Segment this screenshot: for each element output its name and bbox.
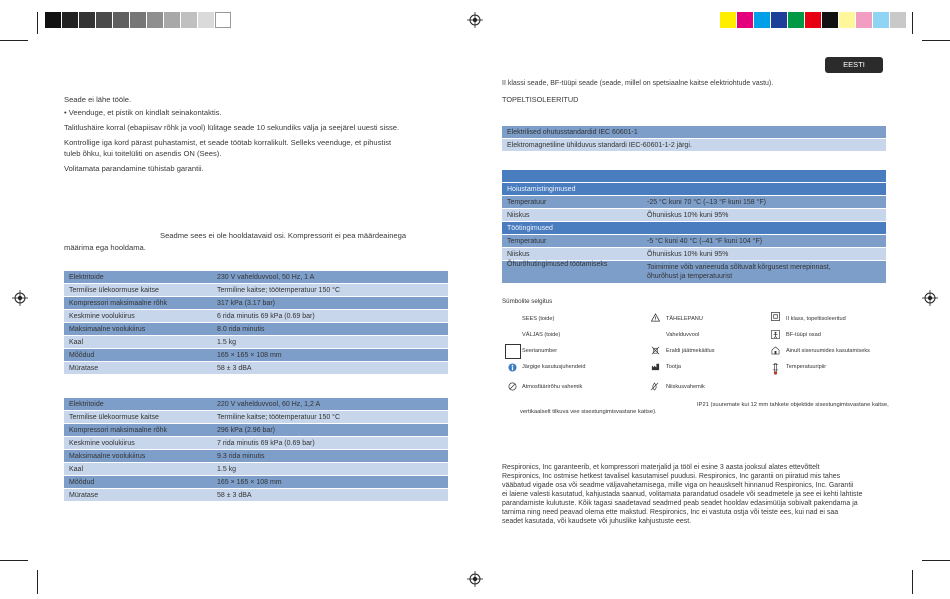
spec-label: Termilise ülekoormuse kaitse bbox=[64, 411, 212, 424]
table-row bbox=[502, 196, 886, 209]
warranty-line: tarnima ning need peavad olema ette makstud. Respironics, Inc ei vastuta ostja või teiste ees, kui nad ei saa bbox=[502, 509, 839, 516]
spec-label: Mõõdud bbox=[64, 476, 212, 489]
symbol-attention-label: TÄHELEPANU bbox=[666, 316, 703, 322]
spec-label: Kaal bbox=[64, 336, 212, 349]
symbol-pressure-label: Atmosfäärirõhu vahemik bbox=[522, 384, 583, 390]
indoor-use-icon bbox=[771, 346, 780, 355]
troubleshooting-line: Volitamata parandamine tühistab garantii. bbox=[64, 164, 204, 173]
troubleshooting-line: Talitlushäire korral (ebapiisav rõhk ja vool) lülitage seade 10 sekundiks välja ja seejärel uuesti sisse. bbox=[64, 123, 400, 132]
warranty-line: ei laiene valesti kasutatud, kahjustada saanud, volitamata parandatud osadele või seadmetele ja see ei kehti lahtiste bbox=[502, 491, 863, 498]
condition-label: Temperatuur bbox=[502, 235, 642, 248]
spec-value: 1.5 kg bbox=[212, 336, 448, 349]
troubleshooting-line: Kontrollige iga kord pärast puhastamist, et seade töötab korralikult. Selleks veenduge, et pihustist bbox=[64, 138, 392, 147]
registration-mark-icon bbox=[922, 290, 938, 306]
maintenance-line: Seadme sees ei ole hooldatavaid osi. Kompressorit ei pea määrdeainega bbox=[160, 231, 407, 240]
spec-label: Maksimaalne voolukiirus bbox=[64, 323, 212, 336]
symbol-ac-label: Vahelduvvool bbox=[666, 332, 700, 338]
condition-label: Niiskus bbox=[502, 248, 642, 261]
thermometer-icon bbox=[771, 362, 780, 376]
spec-value: 296 kPa (2.96 bar) bbox=[212, 424, 448, 437]
condition-value: -5 °C kuni 40 °C (–41 °F kuni 104 °F) bbox=[642, 235, 886, 248]
spec-table-50hz bbox=[64, 271, 448, 375]
table-row bbox=[502, 235, 886, 248]
condition-value: Õhuniiskus 10% kuni 95% bbox=[642, 209, 886, 222]
spec-label: Müratase bbox=[64, 489, 212, 502]
spec-value: 8.0 rida minutis bbox=[212, 323, 448, 336]
warning-triangle-icon bbox=[651, 313, 660, 322]
table-row bbox=[502, 248, 886, 261]
symbol-temperature-label: Temperatuuripiir bbox=[786, 364, 827, 370]
class-note: II klassi seade, BF-tüüpi seade (seade, millel on spetsiaalne kaitse elektriohtude vastu). bbox=[502, 80, 774, 87]
spec-value: 9.3 rida minutis bbox=[212, 450, 448, 463]
condition-value: -25 °C kuni 70 °C (–13 °F kuni 158 °F) bbox=[642, 196, 886, 209]
table-row bbox=[64, 349, 448, 362]
warranty-line: seadet kasutada, või kaudsete või juhuslike kahjustuste eest. bbox=[502, 518, 692, 525]
table-row bbox=[64, 271, 448, 284]
spec-value: Termiline kaitse; töötemperatuur 150 °C bbox=[212, 411, 448, 424]
warranty-line: Respironics, Inc garanteerib, et kompressori materjalid ja tööl ei esine 3 aasta jooksul alates ettevõttelt bbox=[502, 464, 820, 471]
table-row bbox=[502, 126, 886, 139]
table-row bbox=[64, 310, 448, 323]
table-row bbox=[64, 463, 448, 476]
spec-value: 58 ± 3 dBA bbox=[212, 362, 448, 375]
symbol-indoor-label: Ainult siseruumides kasutamiseks bbox=[786, 348, 870, 354]
table-row bbox=[64, 284, 448, 297]
table-row bbox=[64, 362, 448, 375]
spec-value: 58 ± 3 dBA bbox=[212, 489, 448, 502]
conditions-table bbox=[502, 170, 886, 284]
table-row bbox=[64, 476, 448, 489]
spec-value: 220 V vahelduvvool, 60 Hz, 1,2 A bbox=[212, 398, 448, 411]
registration-mark-icon bbox=[12, 290, 28, 306]
condition-label: Temperatuur bbox=[502, 196, 642, 209]
table-row bbox=[64, 450, 448, 463]
symbol-class2-label: II klass, topeltisoleeritud bbox=[786, 316, 846, 322]
standard-item: Elektrilised ohutusstandardid IEC 60601-1 bbox=[502, 126, 886, 139]
ip-note-line: vertikaalselt tilkuva vee sisestungimisvastane kaitse). bbox=[520, 409, 657, 415]
condition-value: õhurõhust ja temperatuurist bbox=[647, 273, 733, 280]
table-row bbox=[64, 411, 448, 424]
spec-value: 1.5 kg bbox=[212, 463, 448, 476]
table-row bbox=[502, 261, 886, 284]
table-row bbox=[64, 437, 448, 450]
table-row bbox=[502, 209, 886, 222]
language-badge: EESTI bbox=[825, 57, 883, 73]
spec-label: Keskmine voolukiirus bbox=[64, 310, 212, 323]
troubleshooting-line: • Veenduge, et pistik on kindlalt seinakontaktis. bbox=[64, 108, 222, 117]
spec-value: 6 rida minutis 69 kPa (0.69 bar) bbox=[212, 310, 448, 323]
symbol-bf-label: BF-tüüpi osad bbox=[786, 332, 821, 338]
condition-value: Toimimine võib varieeruda sõltuvalt kõrgusest merepinnast, bbox=[647, 264, 831, 271]
registration-mark-icon bbox=[467, 12, 483, 28]
spec-label: Maksimaalne voolukiirus bbox=[64, 450, 212, 463]
table-row bbox=[64, 398, 448, 411]
pressure-range-icon bbox=[508, 382, 517, 391]
spec-value: Termiline kaitse; töötemperatuur 150 °C bbox=[212, 284, 448, 297]
table-row bbox=[64, 424, 448, 437]
spec-value: 165 × 165 × 108 mm bbox=[212, 349, 448, 362]
warranty-line: vääbatud vigade osa või seadme väljavahetamisega, mille viga on heauskselt hinnanud Respironics, Inc. Garantii bbox=[502, 482, 854, 489]
symbol-off-label: VÄLJAS (toide) bbox=[522, 332, 561, 338]
condition-label: Õhurõhutingimused töötamiseks bbox=[502, 261, 642, 284]
spec-value: 317 kPa (3.17 bar) bbox=[212, 297, 448, 310]
spec-value: 165 × 165 × 108 mm bbox=[212, 476, 448, 489]
ip-note-line: IP21 (suuremate kui 12 mm tahkete objektide sisestungimisvastane kaitse, bbox=[697, 402, 889, 408]
spec-label: Kompressori maksimaalne rõhk bbox=[64, 297, 212, 310]
spec-label: Termilise ülekoormuse kaitse bbox=[64, 284, 212, 297]
standards-table bbox=[502, 126, 886, 152]
symbol-serial-label: Seerianumber bbox=[522, 348, 558, 354]
table-header-bar bbox=[502, 170, 886, 183]
spec-value: 7 rida minutis 69 kPa (0.69 bar) bbox=[212, 437, 448, 450]
table-row bbox=[64, 336, 448, 349]
double-square-icon bbox=[771, 312, 780, 321]
table-row bbox=[502, 139, 886, 152]
condition-label: Niiskus bbox=[502, 209, 642, 222]
double-insulated-label: TOPELTISOLEERITUD bbox=[502, 95, 579, 104]
warranty-line: parandamiste kulutuste. Kõik tagasi saadetavad seadmed peab seadet hooldav edasimüüja sobivalt pakendama ja bbox=[502, 500, 858, 507]
condition-value: Õhuniiskus 10% kuni 95% bbox=[642, 248, 886, 261]
symbol-weee-label: Eraldi jäätmekäitlus bbox=[666, 348, 715, 354]
symbol-humidity-label: Niiskusvahemik bbox=[666, 384, 705, 390]
bf-part-icon bbox=[771, 330, 780, 339]
humidity-range-icon bbox=[650, 382, 659, 391]
table-row bbox=[64, 323, 448, 336]
maintenance-line: määrima ega hooldama. bbox=[64, 243, 146, 252]
troubleshooting-line: Seade ei lähe tööle. bbox=[64, 95, 132, 104]
symbol-instructions-label: Järgige kasutusjuhendeid bbox=[522, 364, 586, 370]
spec-label: Kompressori maksimaalne rõhk bbox=[64, 424, 212, 437]
spec-label: Elektritoide bbox=[64, 398, 212, 411]
spec-label: Mõõdud bbox=[64, 349, 212, 362]
spec-label: Müratase bbox=[64, 362, 212, 375]
spec-label: Elektritoide bbox=[64, 271, 212, 284]
symbol-on-label: SEES (toide) bbox=[522, 316, 555, 322]
troubleshooting-line: tuleb õhku, kui toitelüliti on asendis ON (Sees). bbox=[64, 149, 222, 158]
table-row bbox=[64, 297, 448, 310]
spec-label: Keskmine voolukiirus bbox=[64, 437, 212, 450]
table-section-header: Hoiustamistingimused bbox=[502, 183, 886, 196]
spec-table-60hz bbox=[64, 398, 448, 502]
instructions-icon bbox=[508, 363, 517, 372]
table-section-header: Töötingimused bbox=[502, 222, 886, 235]
weee-bin-icon bbox=[651, 346, 660, 355]
symbol-manufacturer-label: Tootja bbox=[666, 364, 681, 370]
symbols-title: Sümbolite selgitus bbox=[502, 298, 553, 305]
spec-value: 230 V vahelduvvool, 50 Hz, 1 A bbox=[212, 271, 448, 284]
warranty-line: Respironics, Inc ostmise hetkest tavalisel kasutamisel puudusi. Respironics, Inc garantii on piiratud mis tahes bbox=[502, 473, 841, 480]
registration-mark-icon bbox=[467, 571, 483, 587]
standard-item: Elektromagnetiline ühilduvus standardi IEC-60601-1-2 järgi. bbox=[502, 139, 886, 152]
serial-number-icon bbox=[505, 344, 521, 359]
table-row bbox=[64, 489, 448, 502]
spec-label: Kaal bbox=[64, 463, 212, 476]
manufacturer-icon bbox=[651, 362, 660, 371]
